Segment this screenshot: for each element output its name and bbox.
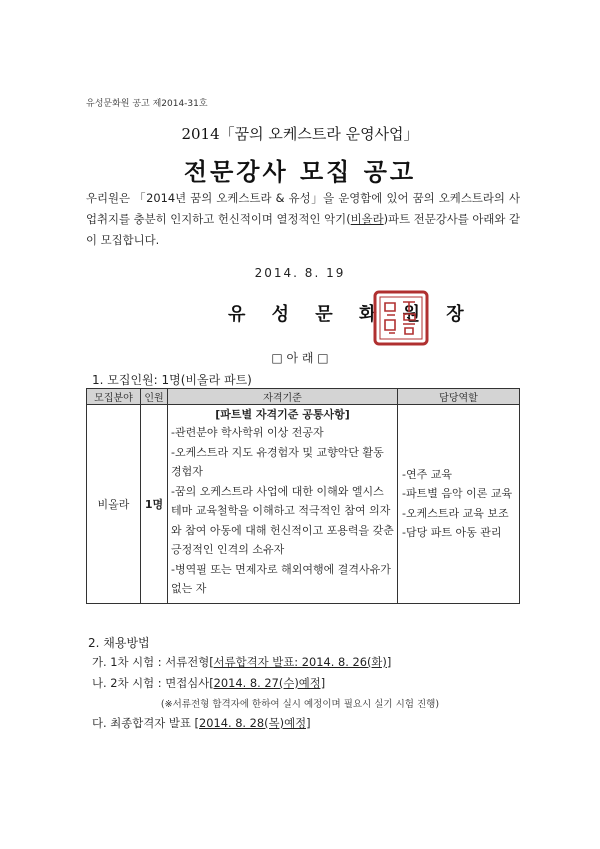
step-first-label: 가. 1차 시험 : 서류전형: [92, 655, 210, 669]
role-item: -연주 교육: [402, 467, 452, 481]
recruitment-table: [86, 388, 520, 604]
table-row: [87, 405, 520, 604]
page-title: 전문강사 모집 공고: [183, 157, 417, 186]
project-title: 2014「꿈의 오케스트라 운영사업」: [181, 125, 419, 143]
roles-cell: [398, 405, 520, 604]
role-item: -오케스트라 교육 보조: [402, 506, 509, 520]
step-first-exam: [92, 654, 391, 670]
header-count: 인원: [141, 389, 168, 405]
step-final-detail: [2014. 8. 28(목)예정]: [194, 716, 311, 730]
count-cell: 1명: [141, 405, 168, 604]
header-roles: 담당역할: [398, 389, 520, 405]
step-final-announcement: [92, 715, 311, 731]
table-header-row: [87, 389, 520, 405]
step-first-detail: [서류합격자 발표: 2014. 8. 26(화)]: [209, 655, 392, 669]
step-final-label: 다. 최종합격자 발표: [92, 716, 195, 730]
section2-heading: 2. 채용방법: [88, 636, 150, 650]
qualification-item: -병역필 또는 면제자로 해외여행에 결격사유가 없는 자: [171, 562, 391, 595]
header-field: 모집분야: [87, 389, 141, 405]
qualification-item: -오케스트라 지도 유경험자 및 교향악단 활동 경험자: [171, 445, 384, 478]
section1-heading: 1. 모집인원: 1명(비올라 파트): [92, 373, 252, 387]
announcement-date: 2014. 8. 19: [254, 266, 346, 280]
field-cell: 비올라: [87, 405, 141, 604]
header-qualifications: 자격기준: [168, 389, 398, 405]
intro-text-before: 우리원은 「2014년 꿈의 오케스트라 & 유성」을 운영함에 있어 꿈의 오케스트라의 사업취지를 충분히 인지하고 헌신적이며 열정적인 악기(: [86, 191, 520, 226]
organization-signature: 유 성 문 화 원 장: [228, 304, 474, 325]
intro-paragraph: [86, 188, 520, 251]
qualifications-cell: [168, 405, 398, 604]
intro-instrument: 비올라: [350, 212, 384, 226]
official-seal-icon: [373, 290, 429, 346]
intro-text-after: )파트 전문강사를 아래와 같이 모집합니다.: [86, 212, 521, 247]
qualification-item: -관련분야 학사학위 이상 전공자: [171, 426, 324, 439]
step-second-exam: [92, 675, 325, 691]
qualification-item: -꿈의 오케스트라 사업에 대한 이해와 엘시스테마 교육철학을 이해하고 적극적인 참여 의자와 참여 아동에 대해 헌신적이고 포용력을 갖춘 긍정적인 인격의 소유자: [171, 484, 394, 556]
notice-number: 유성문화원 공고 제2014-31호: [86, 99, 208, 109]
step-second-label: 나. 2차 시험 : 면접심사: [92, 676, 210, 690]
role-item: -파트별 음악 이론 교육: [402, 487, 513, 501]
step-second-detail: [2014. 8. 27(수)예정]: [209, 676, 326, 690]
qualifications-title: [파트별 자격기준 공통사항]: [215, 408, 350, 421]
role-item: -담당 파트 아동 관리: [402, 526, 502, 540]
exam-note: (※서류전형 합격자에 한하여 실시 예정이며 필요시 실기 시험 진행): [160, 699, 440, 710]
details-marker: □ 아 래 □: [271, 351, 329, 365]
